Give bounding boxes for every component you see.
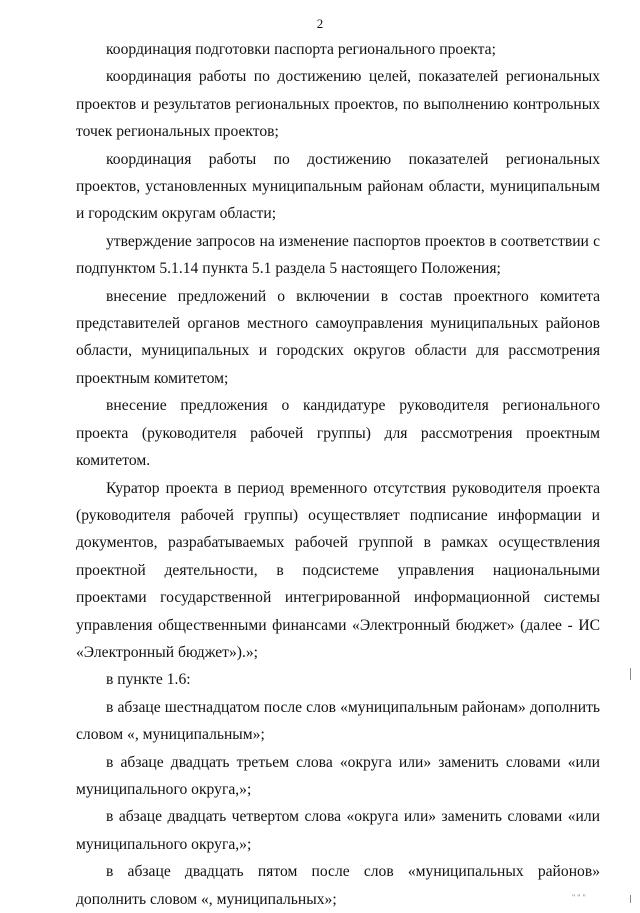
scan-edge-mark-bottom (630, 895, 631, 903)
paragraph-indicators-coordination: координация работы по достижению показателей региональных проектов, установленных муниципальным районам области, муниципальным и городским округам области; (76, 150, 600, 223)
paragraph-item-1-6: в пункте 1.6: (106, 671, 191, 689)
paragraph-amendment-25: в абзаце двадцать пятом после слов «муниципальных районов» дополнить словом «, муниципальных»; (76, 863, 600, 908)
paragraph-passport-coordination: координация подготовки паспорта регионального проекта; (106, 41, 496, 58)
paragraph-goals-coordination: координация работы по достижению целей, показателей региональных проектов и результатов региональных проектов, по выполнению контрольных точек региональных проектов; (76, 68, 600, 141)
paragraph-leader-candidate: внесение предложения о кандидатуре руководителя регионального проекта (руководителя рабочей группы) для рассмотрения проектным комитетом. (76, 397, 600, 470)
paragraph-committee-proposals: внесение предложений о включении в состав проектного комитета представителей органов местного самоуправления муниципальных районов области, муниципальных и городских округов области для рассмотрения проектным комитетом; (76, 287, 600, 387)
page-number: 2 (316, 16, 324, 31)
paragraph-change-requests: утверждение запросов на изменение паспортов проектов в соответствии с подпунктом 5.1.14 пункта 5.1 раздела 5 настоящего Положения; (76, 232, 600, 278)
document-body (76, 36, 600, 913)
scan-edge-mark (630, 668, 631, 680)
paragraph-amendment-24: в абзаце двадцать четвертом слова «округа или» заменить словами «или муниципального округа,»; (76, 808, 600, 853)
scan-footer-mark: """ (572, 893, 588, 902)
paragraph-amendment-16: в абзаце шестнадцатом после слов «муниципальным районам» дополнить словом «, муниципальным»; (76, 698, 600, 744)
paragraph-amendment-23: в абзаце двадцать третьем слова «округа или» заменить словами «или муниципального округа,»; (76, 753, 600, 798)
paragraph-curator-duties: Куратор проекта в период временного отсутствия руководителя проекта (руководителя рабочей группы) осуществляет подписание информации и документов, разрабатываемых рабочей группой в рамках осуществления проектной деятельности, в подсистеме управления национальными проектами государственной интегрированной информационной системы управления общественными финансами «Электронный бюджет» (далее - ИС «Электронный бюджет»).»; (76, 479, 600, 661)
